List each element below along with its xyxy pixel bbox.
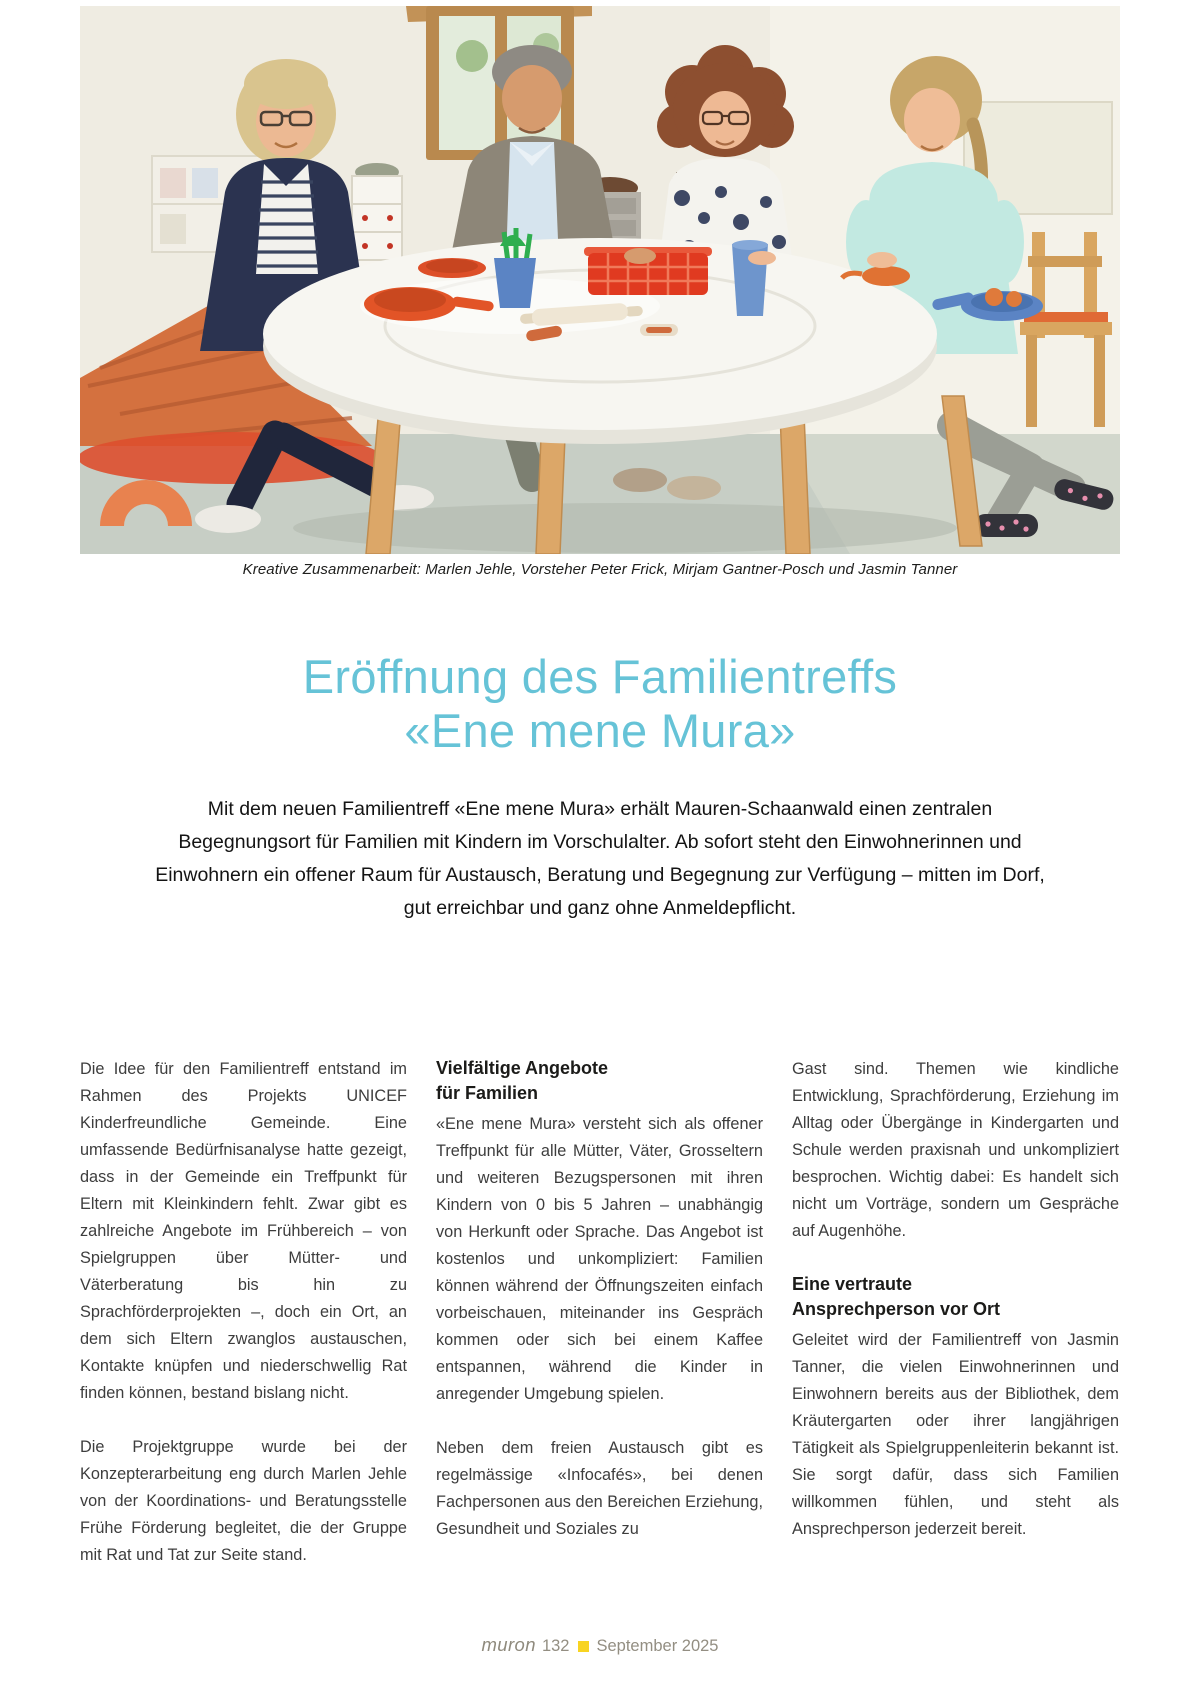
- photo-illustration: [80, 6, 1120, 554]
- page-footer: [0, 1634, 1200, 1656]
- column-1: [80, 1056, 407, 1596]
- column2-heading-line2: für Familien: [436, 1083, 539, 1103]
- column1-paragraph-1: Die Idee für den Familientreff entstand im Rahmen des Projekts UNICEF Kinderfreundliche Gemeinde. Eine umfassende Bedürfnisanalyse hatte gezeigt, dass in der Gemeinde ein Treffpunkt für Eltern mit Kleinkindern fehlt. Zwar gibt es zahlreiche Angebote im Frühbereich – von Spielgruppen über Mütter- und Väterberatung bis hin zu Sprachförderprojekten –, doch ein Ort, an dem sich Eltern zwanglos austauschen, Kontakte knüpfen und niederschwellig Rat finden können, bestand bislang nicht.: [80, 1060, 407, 1402]
- column2-paragraph-1: «Ene mene Mura» versteht sich als offener Treffpunkt für alle Mütter, Väter, Grosseltern und weiteren Bezugspersonen mit ihren Kindern von 0 bis 5 Jahren – unabhängig von Herkunft oder Sprache. Das Angebot ist kostenlos und unkompliziert: Familien können während der Öffnungszeiten einfach vorbeischauen, miteinander ins Gespräch kommen oder sich bei einem Kaffee entspannen, während die Kinder in anregender Umgebung spielen.: [436, 1115, 763, 1403]
- column3-heading: [792, 1272, 1119, 1322]
- photo-caption: Kreative Zusammenarbeit: Marlen Jehle, Vorsteher Peter Frick, Mirjam Gantner-Posch und Jasmin Tanner: [242, 561, 958, 578]
- column2-heading: [436, 1056, 763, 1106]
- column2-heading-line1: Vielfältige Angebote: [436, 1058, 609, 1078]
- page-title-line2: «Ene mene Mura»: [404, 704, 796, 757]
- column1-paragraph-2: Die Projektgruppe wurde bei der Konzepterarbeitung eng durch Marlen Jehle von der Koordinations- und Beratungsstelle Frühe Förderung begleitet, die der Gruppe mit Rat und Tat zur Seite stand.: [80, 1438, 407, 1564]
- column3-paragraph-outro: Geleitet wird der Familientreff von Jasmin Tanner, die vielen Einwohnerinnen und Einwohnern bereits aus der Bibliothek, dem Kräutergarten oder ihrer langjährigen Tätigkeit als Spielgruppenleiterin bekannt ist. Sie sorgt dafür, dass sich Familien willkommen fühlen, und steht als Ansprechperson jederzeit bereit.: [792, 1331, 1119, 1538]
- magazine-name: muron: [481, 1634, 536, 1655]
- article-columns: [80, 1056, 1120, 1596]
- column2-paragraph-2: Neben dem freien Austausch gibt es regelmässige «Infocafés», bei denen Fachpersonen aus den Bereichen Erziehung, Gesundheit und Soziales zu: [436, 1439, 763, 1538]
- lead-paragraph: Mit dem neuen Familientreff «Ene mene Mura» erhält Mauren-Schaanwald einen zentralen Begegnungsort für Familien mit Kindern im Vorschulalter. Ab sofort steht den Einwohnerinnen und Einwohnern ein offener Raum für Austausch, Beratung und Begegnung zur Verfügung – mitten im Dorf, gut erreichbar und ganz ohne Anmeldepflicht.: [155, 798, 1045, 919]
- page-title: [0, 650, 1200, 758]
- column3-heading-line2: Ansprechperson vor Ort: [792, 1299, 1001, 1319]
- article-photo: [80, 6, 1120, 554]
- column3-heading-line1: Eine vertraute: [792, 1274, 913, 1294]
- footer-separator-square: [578, 1641, 589, 1652]
- page-title-line1: Eröffnung des Familientreffs: [302, 650, 898, 703]
- column3-paragraph-intro: Gast sind. Themen wie kindliche Entwicklung, Sprachförderung, Erziehung im Alltag oder Übergänge in Kindergarten und Schule werden praxisnah und unkompliziert besprochen. Wichtig dabei: Es handelt sich nicht um Vorträge, sondern um Gespräche auf Augenhöhe.: [792, 1060, 1119, 1240]
- issue-date: September 2025: [596, 1637, 719, 1655]
- column-3: [792, 1056, 1119, 1596]
- column-2: [436, 1056, 763, 1596]
- issue-number: 132: [541, 1637, 570, 1655]
